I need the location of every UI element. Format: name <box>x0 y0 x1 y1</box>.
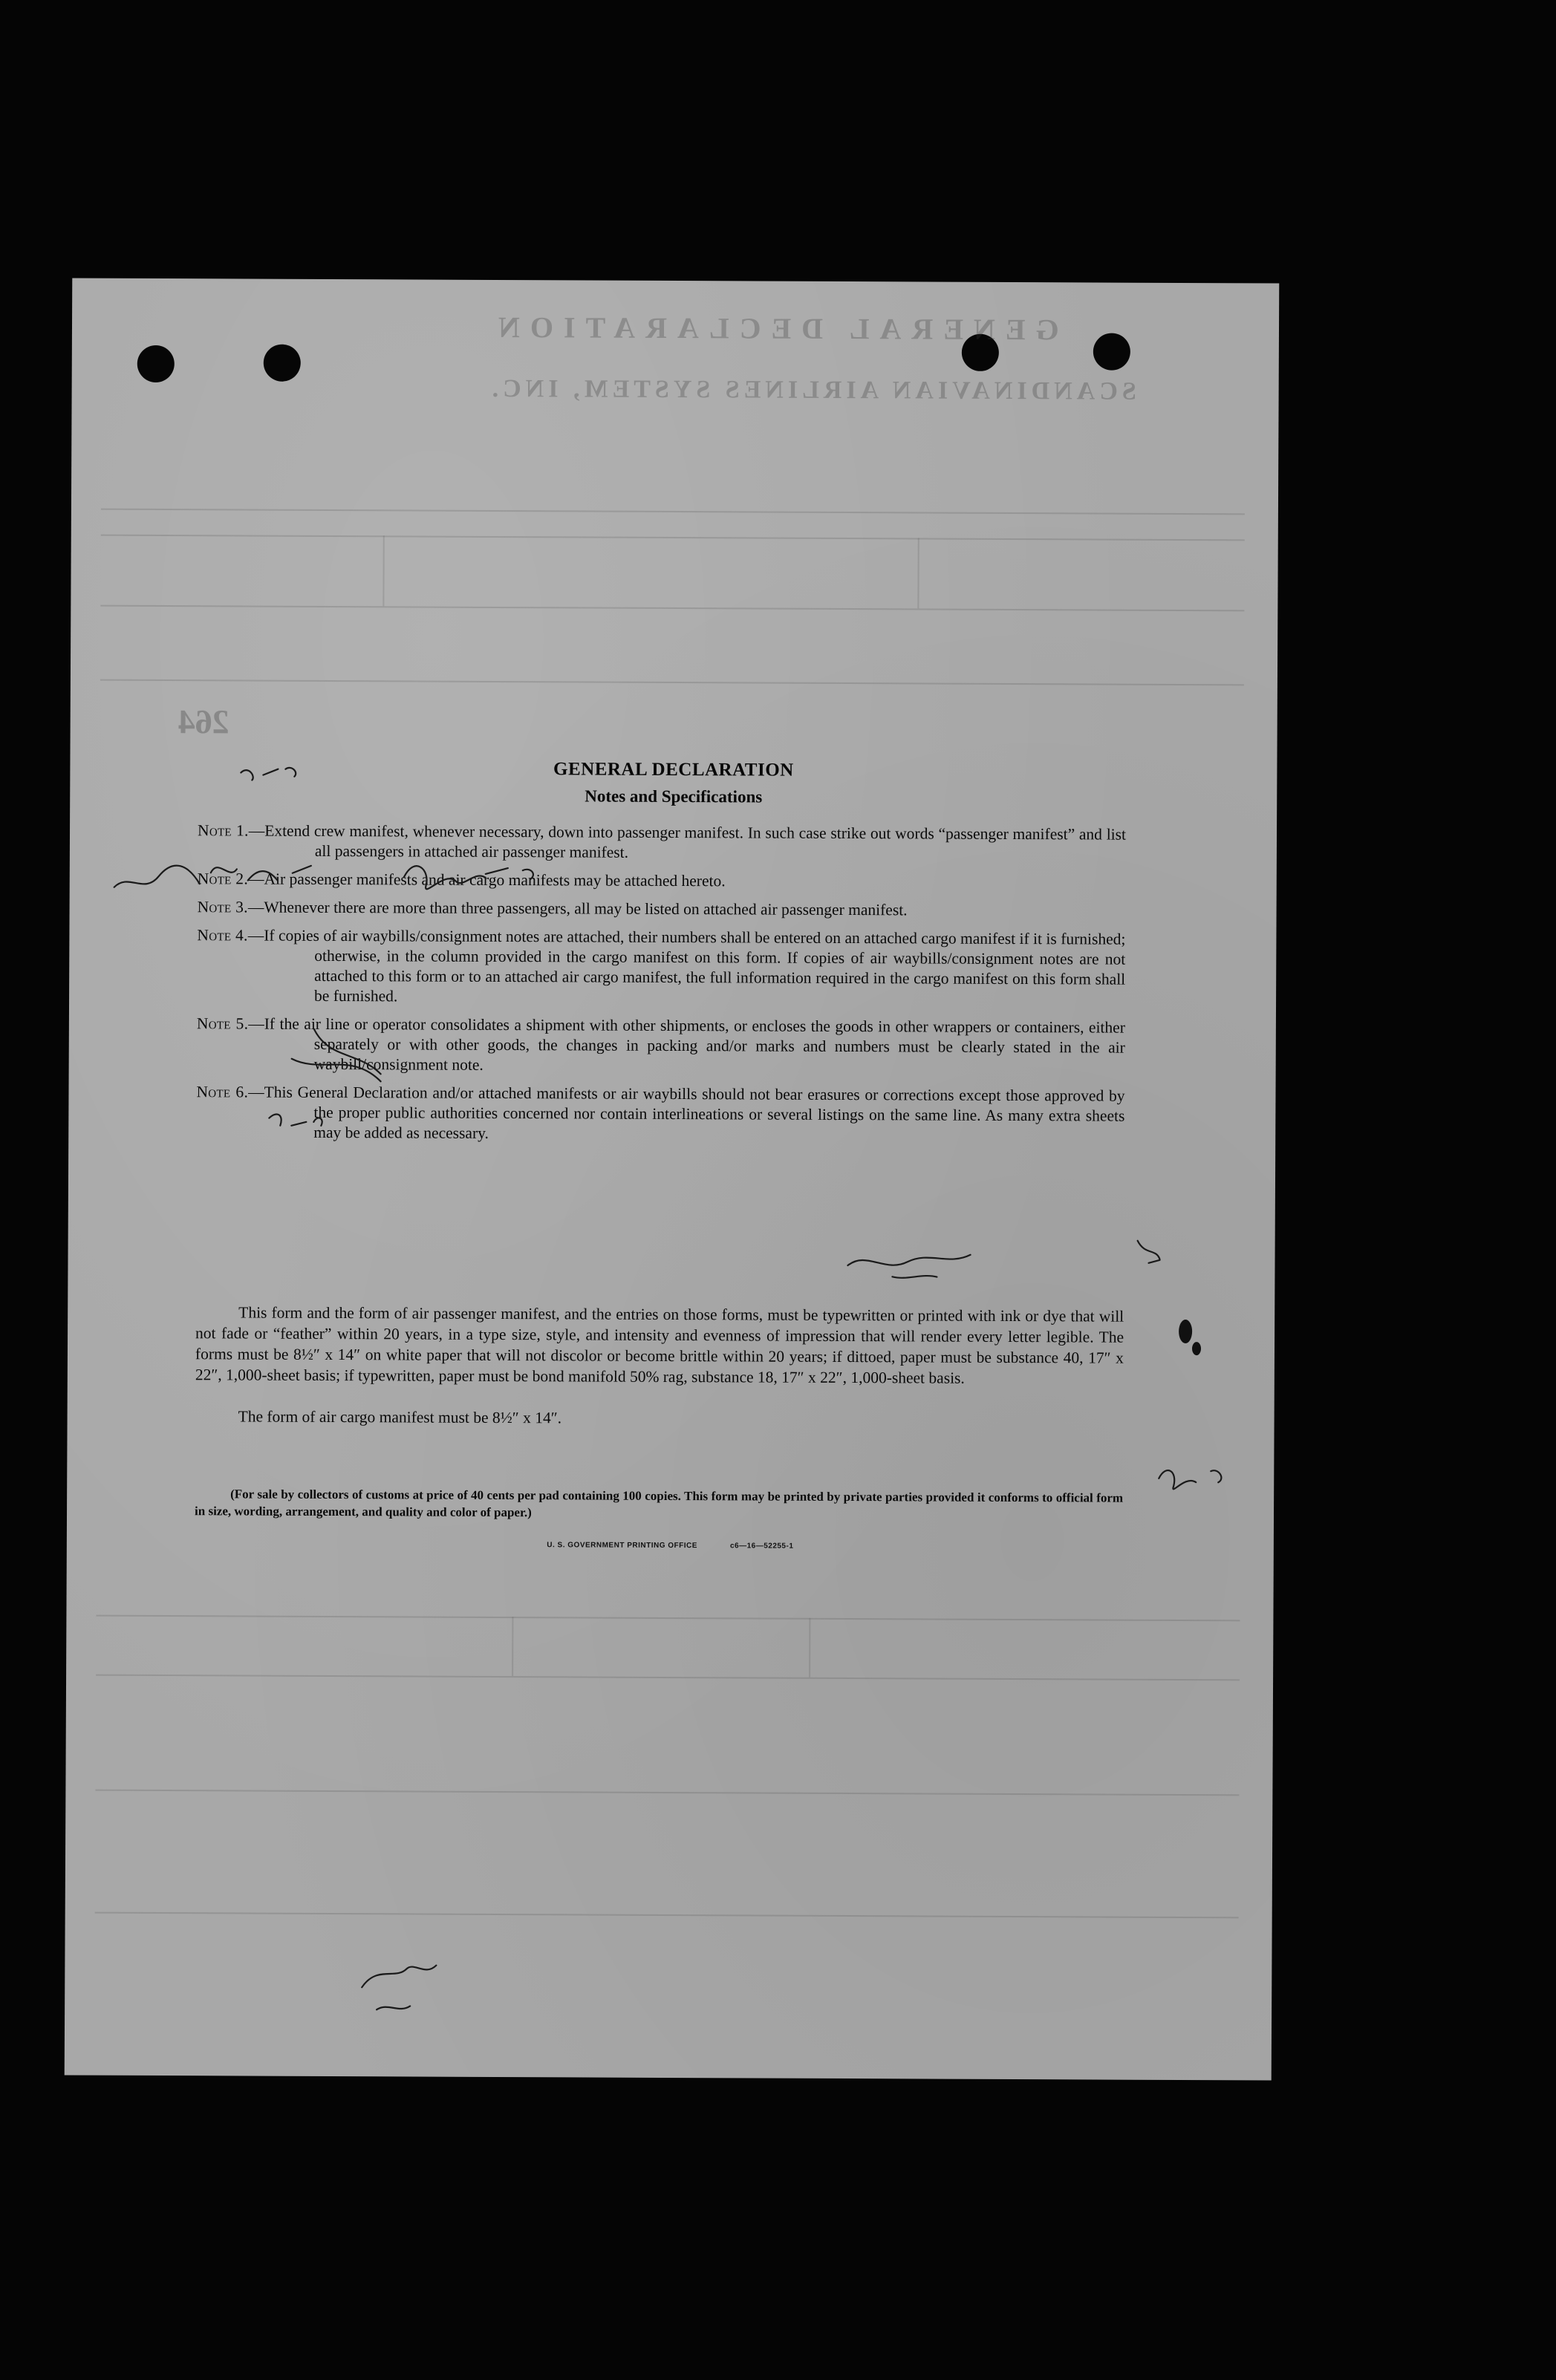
specification-paragraph: This form and the form of air passenger manifest, and the entries on those forms, must be typewritten or printed with ink or dye that will not fade or “feather” within 20 years, in a type size, style, and intensity and evenness of impression that will render every letter legible. The forms must be 8½″ x 14″ on white paper that will not discolor or become brittle within 20 years; if dittoed, paper must be substance 40, 17″ x 22″, 1,000-sheet basis; if typewritten, paper must be bond manifold 50% rag, substance 18, 17″ x 22″, 1,000-sheet basis. <box>195 1303 1124 1387</box>
note-label: Note 4. <box>197 926 248 945</box>
cargo-manifest-size-line: The form of air cargo manifest must be 8½″ x 14″. <box>238 1407 562 1427</box>
printer-name: U. S. GOVERNMENT PRINTING OFFICE <box>547 1541 697 1551</box>
bleed-through-operator: SCANDINAVIAN AIRLINES SYSTEM, INC. <box>487 374 1136 405</box>
document-page <box>65 278 1280 2080</box>
printer-code: c6—16—52255-1 <box>729 1542 794 1551</box>
ink-blot <box>1179 1320 1192 1343</box>
handwritten-signature <box>114 865 311 888</box>
handwritten-signature <box>847 1254 970 1278</box>
bleed-through-title: GENERAL DECLARATION <box>487 310 1059 347</box>
note-label: Note 2. <box>197 870 249 888</box>
handwritten-mark <box>1138 1241 1160 1263</box>
handwritten-scribble <box>292 1029 381 1082</box>
note-label: Note 6. <box>196 1083 249 1101</box>
handwritten-initials <box>269 1114 322 1126</box>
note-label: Note 5. <box>196 1014 249 1033</box>
handwritten-mark <box>241 768 296 780</box>
ink-blot <box>1192 1342 1201 1355</box>
note-text: —Whenever there are more than three passengers, all may be listed on attached air passenger manifest. <box>247 898 908 919</box>
note-label: Note 1. <box>197 821 249 840</box>
note-text: —If copies of air waybills/consignment notes are attached, their numbers shall be entered on an attached cargo manifest if it is furnished; otherwise, in the column provided in the cargo manifest on this form. If copies of air waybills/consignment notes are not attached to this form or to an attached air cargo manifest, the full information required in the cargo manifest on this form shall be furnished. <box>247 926 1126 1005</box>
handwritten-initials <box>1159 1470 1221 1490</box>
note-text: —Extend crew manifest, whenever necessary, down into passenger manifest. In such case strike out words “passenger manifest” and list all passengers in attached air passenger manifest. <box>248 821 1127 861</box>
note-label: Note 3. <box>197 898 248 916</box>
handwritten-signature <box>404 866 533 890</box>
bleed-through-number: 264 <box>178 702 230 741</box>
sale-note: (For sale by collectors of customs at price of 40 cents per pad containing 100 copies. This form may be printed by private parties provided it conforms to official form in size, wording, arrangement, and quality and color of paper.) <box>195 1487 1124 1520</box>
note-text: —This General Declaration and/or attached manifests or air waybills should not bear erasures or corrections except those approved by the proper public authorities concerned nor contain interlineations or several listings on the same line. As many extra sheets may be added as necessary. <box>248 1083 1125 1142</box>
handwritten-annotations <box>65 278 1280 2080</box>
note-text: —If the air line or operator consolidates a shipment with other shipments, or encloses the goods in other wrappers or containers, either separately or with other goods, the changes in packing and/or marks and numbers must be clearly stated in the air waybill/consignment note. <box>248 1014 1125 1074</box>
document-title: GENERAL DECLARATION <box>553 759 794 780</box>
handwritten-signature <box>362 1965 436 2009</box>
document-subtitle: Notes and Specifications <box>585 786 763 806</box>
note-text: —Air passenger manifests and air cargo manifests may be attached hereto. <box>248 870 726 890</box>
